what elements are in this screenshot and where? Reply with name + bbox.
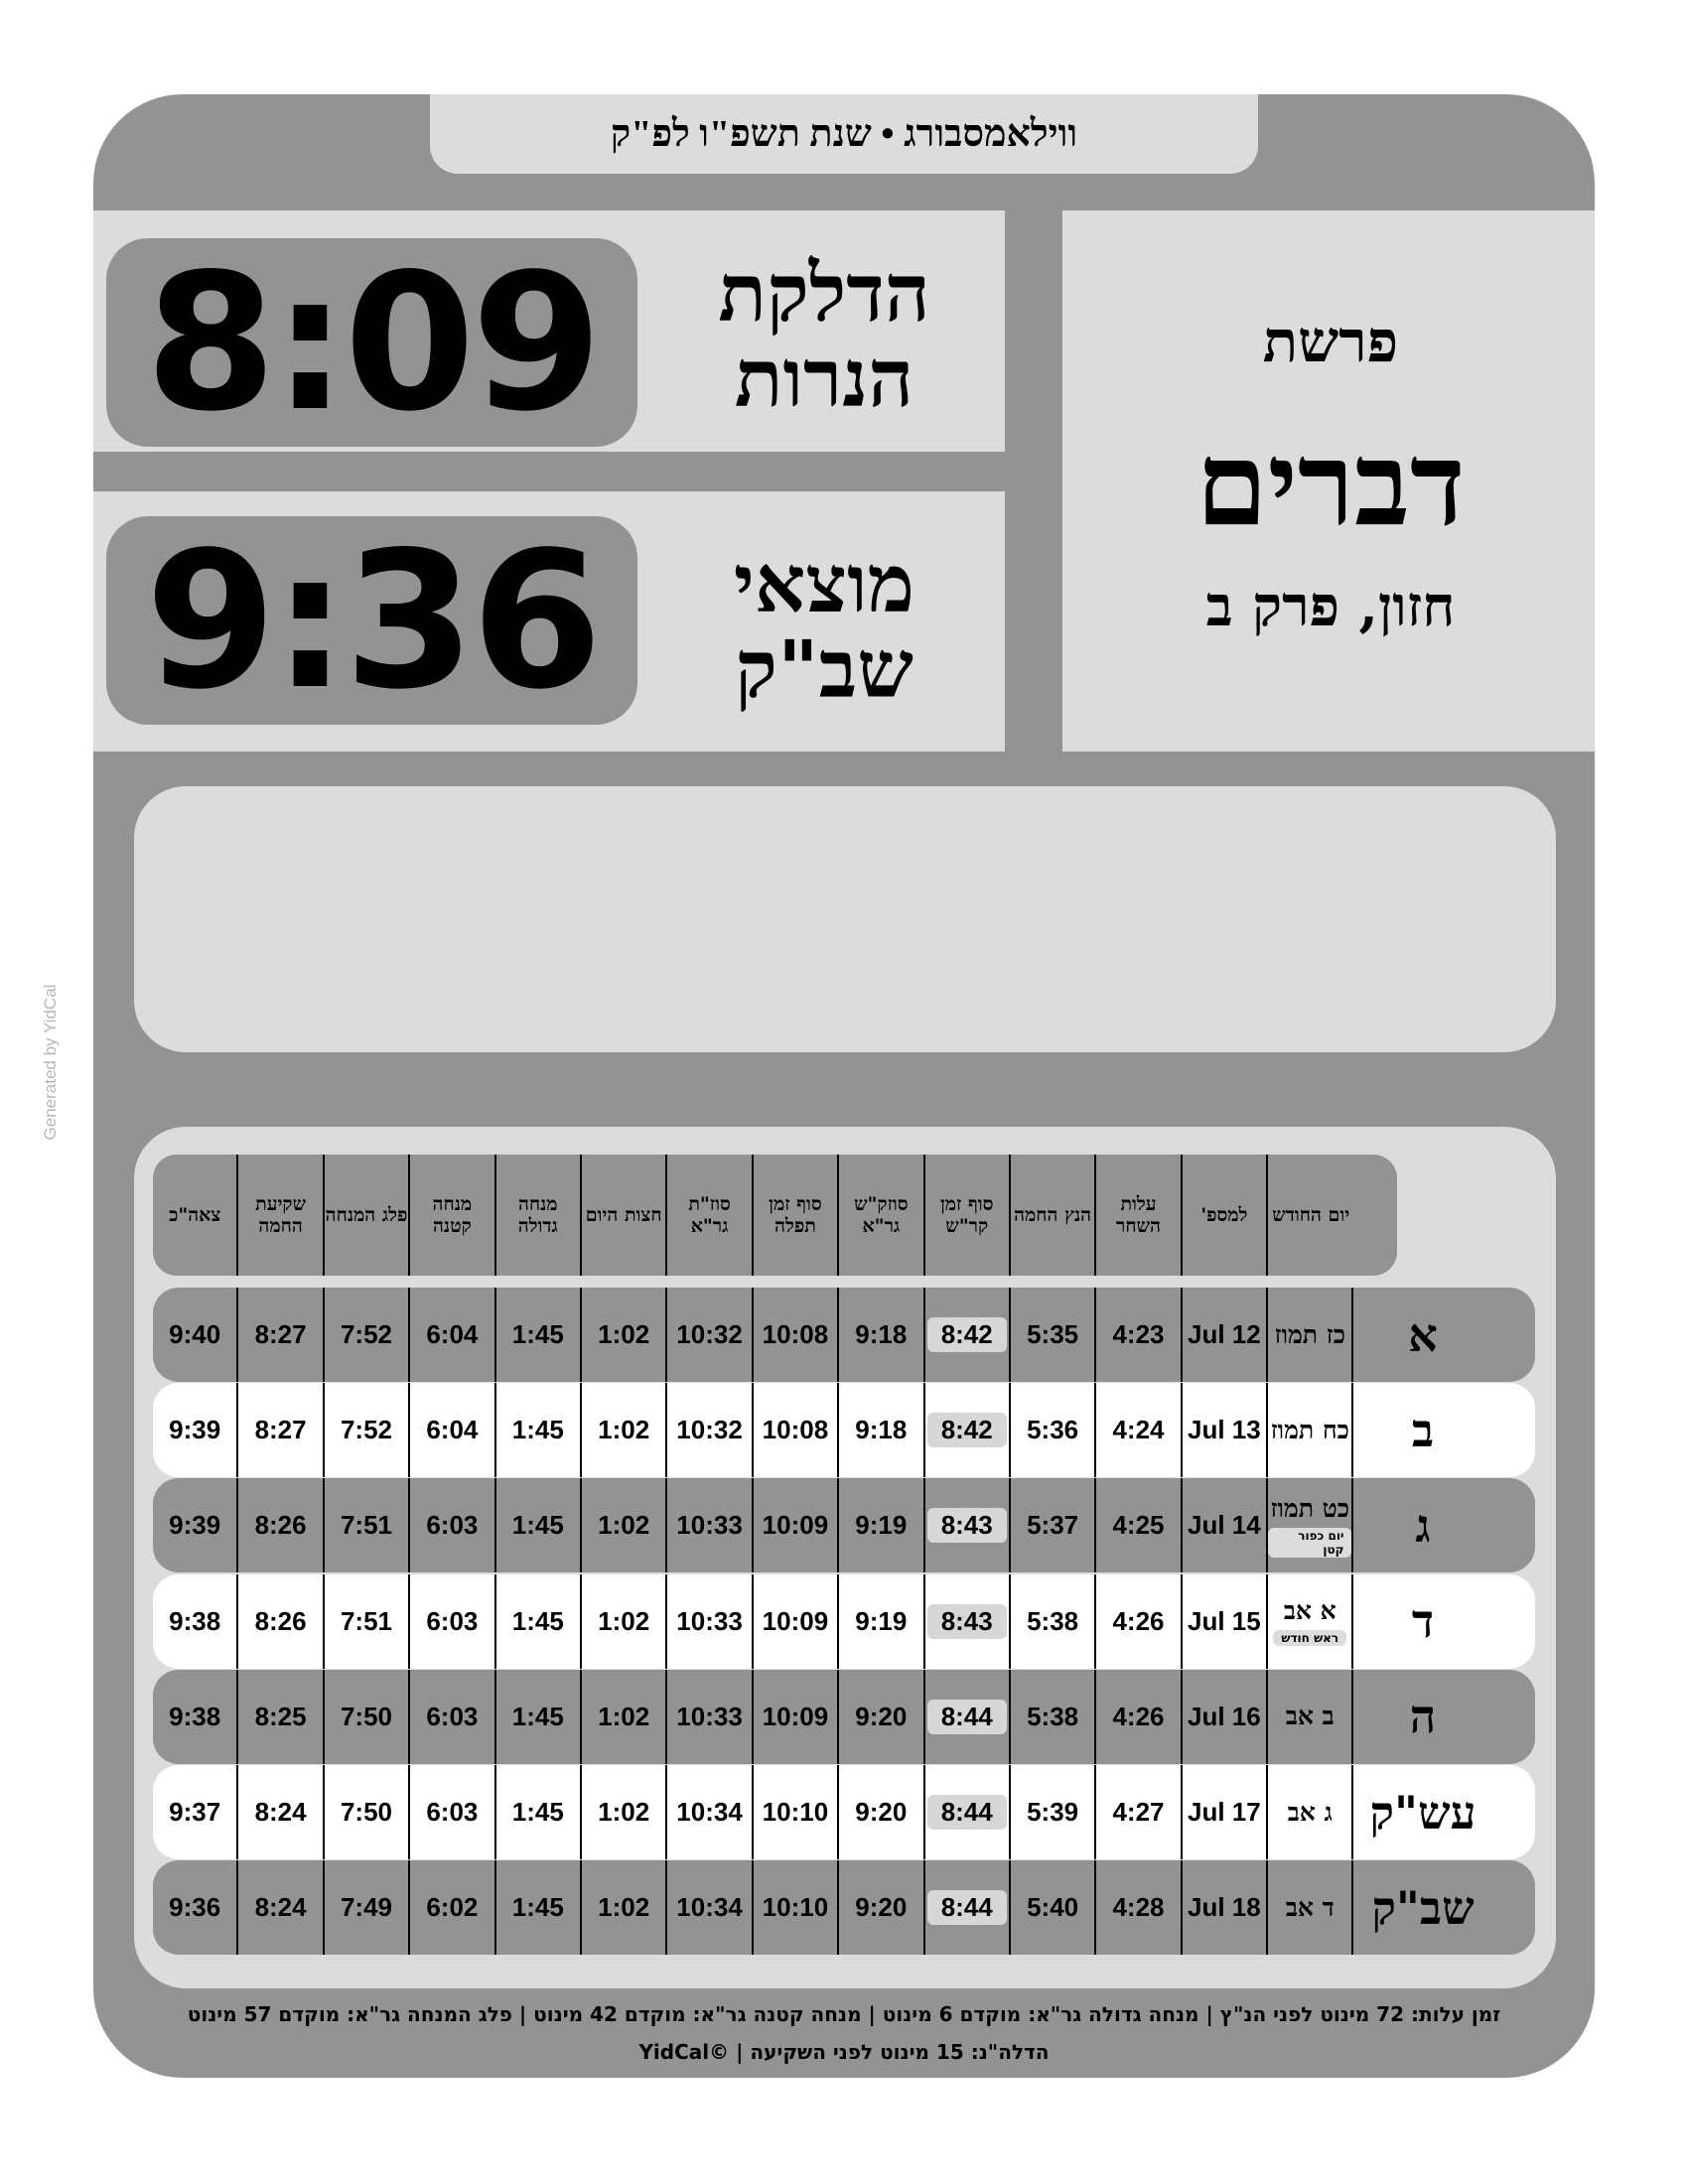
time-value: 8:42 [927,1413,1007,1447]
time-cell [925,1478,1011,1572]
time-value: 1:02 [598,1892,650,1923]
haftara-name: חזון, פרק ב [1205,574,1456,639]
day-of-week-cell: עש"ק [1369,1785,1477,1840]
time-cell [839,1860,924,1955]
time-value: 9:20 [855,1701,908,1731]
time-cell [496,1860,582,1955]
time-value: 1:45 [511,1797,564,1827]
time-value: 5:35 [1027,1319,1079,1349]
time-cell [667,1478,753,1572]
header-sof-shma: סוף זמן קר"ש [925,1155,1011,1276]
time-value: 5:39 [1027,1797,1079,1827]
time-value: 5:38 [1027,1605,1079,1636]
time-value: 1:45 [511,1415,564,1445]
time-value: 6:03 [426,1701,479,1731]
time-value: 9:20 [855,1892,908,1923]
time-cell [667,1860,753,1955]
header-alos: עלות השחר [1096,1155,1182,1276]
hebrew-date-text: כח תמוז [1270,1415,1349,1444]
time-value: 9:18 [855,1319,908,1349]
hebrew-date-text: ג אב [1287,1797,1333,1827]
time-cell [1011,1478,1096,1572]
time-value: 9:36 [169,1892,221,1923]
time-value: 10:34 [676,1797,743,1827]
time-value: 8:44 [927,1700,1007,1734]
header-civil-date: למספ' [1183,1155,1268,1276]
time-value: 6:02 [426,1892,479,1923]
day-of-week-cell: ג [1415,1498,1431,1553]
time-cell [325,1765,410,1859]
time-cell [238,1860,324,1955]
header-sof-tefila-gra: סוז"ת גר"א [667,1155,753,1276]
special-day-badge: ראש חודש [1273,1630,1346,1646]
header-plag: פלג המנחה [325,1155,410,1276]
civil-date-cell: Jul 12 [1183,1288,1268,1382]
time-cell [410,1670,495,1764]
day-of-week-cell: ה [1409,1690,1437,1744]
time-value: 7:50 [340,1797,392,1827]
time-cell [925,1383,1011,1477]
time-value: 10:08 [762,1319,829,1349]
time-cell [496,1383,582,1477]
time-value: 7:51 [340,1605,392,1636]
time-value: 8:42 [927,1317,1007,1352]
time-value: 10:34 [676,1892,743,1923]
header-mincha-ketana: מנחה קטנה [410,1155,495,1276]
time-value: 7:52 [340,1319,392,1349]
time-cell [1011,1765,1096,1859]
time-value: 6:03 [426,1605,479,1636]
day-of-week-cell: א [1408,1307,1438,1362]
time-value: 8:27 [254,1319,307,1349]
time-cell [839,1574,924,1669]
time-cell [496,1574,582,1669]
time-value: 10:09 [762,1605,829,1636]
time-value: 1:45 [511,1892,564,1923]
time-cell [667,1670,753,1764]
time-cell [410,1383,495,1477]
time-cell [153,1860,238,1955]
time-value: 8:25 [254,1701,307,1731]
hebrew-date-cell [1268,1670,1353,1764]
candle-lighting-label-line1: הדלקת [718,246,930,340]
time-cell [1011,1383,1096,1477]
time-value: 8:43 [927,1604,1007,1639]
time-value: 6:04 [426,1415,479,1445]
header-mincha-gedola: מנחה גדולה [496,1155,582,1276]
hebrew-date-text: ב אב [1285,1702,1335,1731]
table-row [153,1670,1535,1764]
time-cell [667,1288,753,1382]
hebrew-date-text: א אב [1283,1596,1336,1626]
time-value: 8:26 [254,1510,307,1541]
time-cell [1011,1288,1096,1382]
time-value: 7:49 [340,1892,392,1923]
time-value: 4:25 [1112,1510,1165,1541]
time-cell [754,1765,839,1859]
time-value: 9:20 [855,1797,908,1827]
time-value: 6:03 [426,1510,479,1541]
time-value: 5:36 [1027,1415,1079,1445]
time-value: 10:10 [762,1797,829,1827]
time-cell [325,1574,410,1669]
header-chatzos: חצות היום [582,1155,667,1276]
hebrew-date-cell [1268,1383,1353,1477]
time-card-divider [93,452,1005,491]
time-cell [1096,1574,1182,1669]
time-value: 9:18 [855,1415,908,1445]
time-cell [582,1670,667,1764]
time-value: 8:24 [254,1892,307,1923]
time-cell [925,1574,1011,1669]
time-cell [925,1288,1011,1382]
hebrew-date-cell [1268,1574,1353,1669]
time-value: 10:10 [762,1892,829,1923]
civil-date-cell: Jul 17 [1183,1765,1268,1859]
hebrew-date-cell [1268,1765,1353,1859]
footer-notes-line2: הדלה"נ: 15 מינוט לפני השקיעה | ©YidCal [638,2040,1050,2064]
civil-date-cell: Jul 13 [1183,1383,1268,1477]
time-value: 9:40 [169,1319,221,1349]
day-of-week-cell: ד [1411,1594,1435,1649]
parsha-prefix: פרשת [1262,308,1399,375]
header-netz: הנץ החמה [1011,1155,1096,1276]
table-row [153,1765,1535,1859]
time-cell [153,1478,238,1572]
table-row [153,1288,1535,1382]
havdala-label-line2: שב"ק [735,622,914,716]
time-cell [238,1765,324,1859]
parsha-name: דברים [1196,417,1466,552]
header-sof-tefila: סוף זמן תפלה [754,1155,839,1276]
civil-date-cell: Jul 15 [1183,1574,1268,1669]
table-row [153,1574,1535,1669]
time-value: 8:27 [254,1415,307,1445]
notice-box [134,786,1556,1052]
time-cell [1096,1478,1182,1572]
time-cell [410,1765,495,1859]
table-row [153,1478,1535,1572]
header-hebrew-date: יום החודש [1272,1204,1350,1226]
special-day-badge: יום כפור קטן [1268,1528,1351,1558]
hebrew-date-cell [1268,1478,1353,1572]
time-value: 5:38 [1027,1701,1079,1731]
time-cell [839,1383,924,1477]
time-cell [1011,1670,1096,1764]
time-value: 8:26 [254,1605,307,1636]
time-cell [496,1478,582,1572]
time-value: 10:08 [762,1415,829,1445]
time-value: 1:45 [511,1605,564,1636]
time-value: 1:45 [511,1319,564,1349]
time-value: 9:38 [169,1605,221,1636]
time-cell [238,1670,324,1764]
havdala-time: 9:36 [106,516,637,725]
civil-date-cell: Jul 14 [1183,1478,1268,1572]
time-cell [325,1478,410,1572]
time-value: 8:24 [254,1797,307,1827]
time-cell [325,1860,410,1955]
time-cell [582,1288,667,1382]
time-value: 4:26 [1112,1605,1165,1636]
time-cell [582,1860,667,1955]
time-value: 1:02 [598,1605,650,1636]
time-cell [238,1478,324,1572]
civil-date-cell: Jul 16 [1183,1670,1268,1764]
time-value: 1:02 [598,1797,650,1827]
time-value: 7:51 [340,1510,392,1541]
time-value: 8:43 [927,1508,1007,1543]
day-of-week-cell: שב"ק [1371,1880,1475,1935]
time-cell [238,1288,324,1382]
generated-by-credit: Generated by YidCal [41,984,60,1141]
time-value: 4:27 [1112,1797,1165,1827]
time-value: 1:02 [598,1701,650,1731]
header-tzeis: צאה"כ [153,1155,238,1276]
location-year-header: ווילאמסבורג • שנת תשפ"ו לפ"ק [430,94,1258,174]
time-cell [410,1478,495,1572]
time-cell [582,1383,667,1477]
header-sof-shma-gra: סוזק"ש גר"א [839,1155,924,1276]
time-value: 10:32 [676,1415,743,1445]
time-value: 4:24 [1112,1415,1165,1445]
time-cell [410,1574,495,1669]
time-value: 1:45 [511,1510,564,1541]
time-cell [1096,1383,1182,1477]
time-cell [754,1383,839,1477]
time-value: 5:37 [1027,1510,1079,1541]
time-cell [754,1860,839,1955]
table-row [153,1383,1535,1477]
time-value: 1:02 [598,1510,650,1541]
time-cell [754,1478,839,1572]
time-cell [153,1670,238,1764]
time-value: 9:19 [855,1605,908,1636]
time-cell [496,1288,582,1382]
table-row [153,1860,1535,1955]
time-cell [496,1670,582,1764]
time-value: 10:33 [676,1510,743,1541]
time-cell [839,1288,924,1382]
time-cell [582,1478,667,1572]
hebrew-date-text: כז תמוז [1274,1319,1345,1349]
time-cell [325,1670,410,1764]
time-value: 6:04 [426,1319,479,1349]
time-value: 1:02 [598,1319,650,1349]
candle-lighting-time: 8:09 [106,238,637,447]
time-value: 6:03 [426,1797,479,1827]
time-cell [1096,1670,1182,1764]
time-cell [582,1765,667,1859]
time-cell [325,1383,410,1477]
time-value: 4:28 [1112,1892,1165,1923]
time-value: 10:09 [762,1510,829,1541]
time-value: 8:44 [927,1795,1007,1830]
time-value: 10:33 [676,1605,743,1636]
time-cell [1096,1288,1182,1382]
havdala-label-line1: מוצאי [733,537,915,630]
candle-lighting-label-line2: הנרות [734,332,914,425]
time-cell [925,1860,1011,1955]
time-cell [667,1765,753,1859]
time-cell [153,1574,238,1669]
time-cell [754,1670,839,1764]
time-cell [496,1765,582,1859]
zmanim-table-header [153,1155,1397,1276]
time-cell [238,1383,324,1477]
time-value: 1:02 [598,1415,650,1445]
time-value: 4:23 [1112,1319,1165,1349]
time-value: 9:37 [169,1797,221,1827]
hebrew-date-text: כט תמוז [1270,1493,1350,1523]
time-cell [238,1574,324,1669]
time-value: 4:26 [1112,1701,1165,1731]
day-of-week-cell: ב [1411,1403,1435,1457]
time-value: 9:39 [169,1510,221,1541]
hebrew-date-text: ד אב [1285,1892,1335,1922]
time-cell [582,1574,667,1669]
time-value: 9:19 [855,1510,908,1541]
time-cell [925,1765,1011,1859]
time-cell [153,1383,238,1477]
time-value: 10:09 [762,1701,829,1731]
time-cell [1011,1574,1096,1669]
time-value: 9:39 [169,1415,221,1445]
time-cell [839,1670,924,1764]
time-cell [839,1765,924,1859]
havdala-label [655,537,993,716]
time-value: 7:50 [340,1701,392,1731]
time-value: 10:32 [676,1319,743,1349]
time-cell [325,1288,410,1382]
hebrew-date-cell [1268,1288,1353,1382]
time-cell [153,1765,238,1859]
hebrew-date-cell [1268,1860,1353,1955]
time-value: 9:38 [169,1701,221,1731]
time-value: 10:33 [676,1701,743,1731]
time-cell [667,1574,753,1669]
time-value: 5:40 [1027,1892,1079,1923]
time-cell [1096,1860,1182,1955]
footer-notes-line1: זמן עלות: 72 מינוט לפני הנ"ץ | מנחה גדולה גר"א: מוקדם 6 מינוט | מנחה קטנה גר"א: מוקדם 42 מינוט | פלג המנחה גר"א: מוקדם 57 מינוט [187,2002,1501,2026]
time-cell [754,1288,839,1382]
time-cell [410,1288,495,1382]
header-shkiah: שקיעת החמה [238,1155,324,1276]
time-cell [925,1670,1011,1764]
candle-lighting-label [655,246,993,425]
parsha-divider [1005,210,1062,751]
time-cell [754,1574,839,1669]
time-cell [1096,1765,1182,1859]
time-cell [839,1478,924,1572]
civil-date-cell: Jul 18 [1183,1860,1268,1955]
time-value: 7:52 [340,1415,392,1445]
time-cell [153,1288,238,1382]
time-cell [667,1383,753,1477]
time-cell [1011,1860,1096,1955]
time-value: 1:45 [511,1701,564,1731]
time-cell [410,1860,495,1955]
time-value: 8:44 [927,1890,1007,1925]
